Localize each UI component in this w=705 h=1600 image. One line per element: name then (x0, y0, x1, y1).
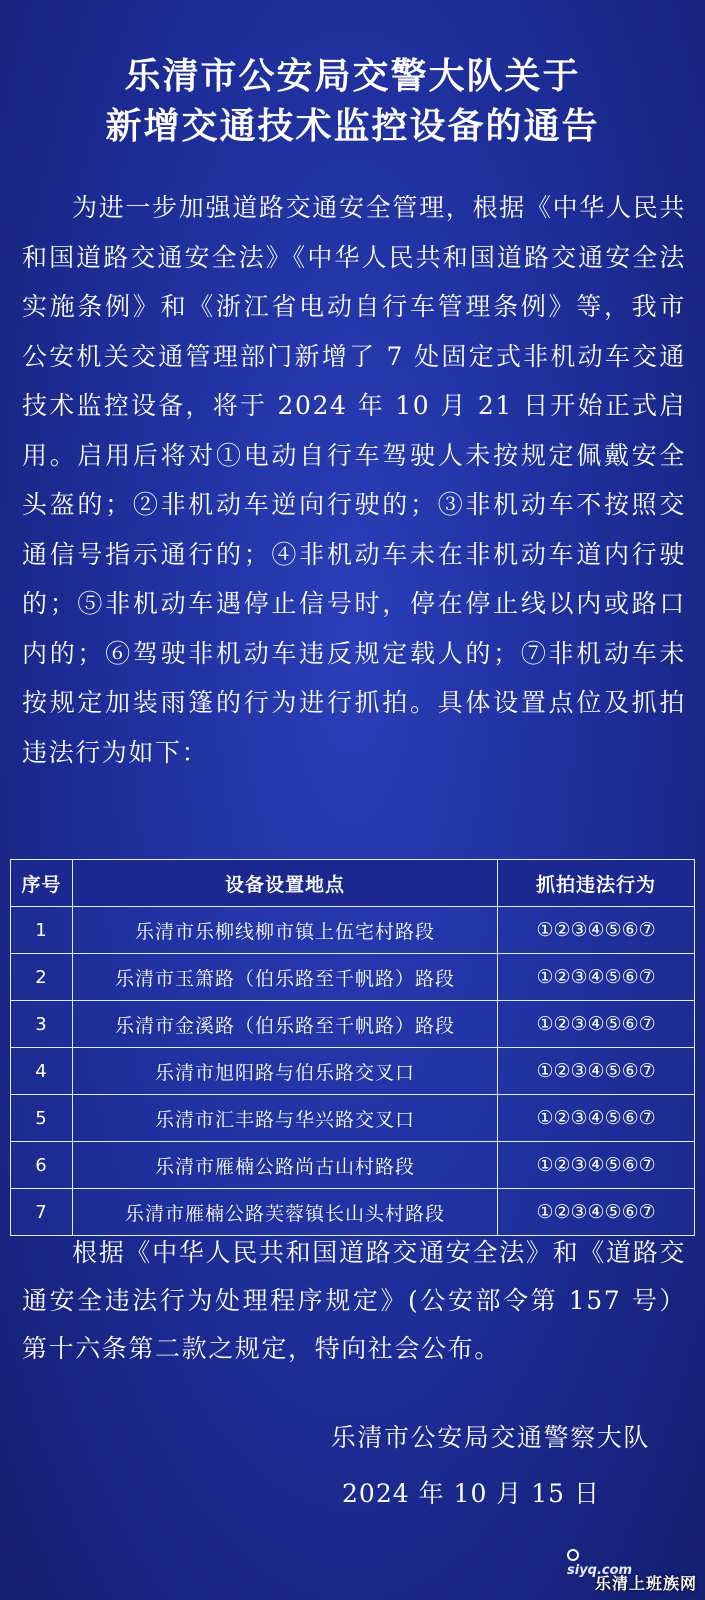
table-row (11, 954, 695, 1001)
title-line-1: 乐清市公安局交警大队关于 (124, 56, 581, 97)
row-no: 1 (11, 907, 73, 954)
row-location: 乐清市玉箫路（伯乐路至千帆路）路段 (72, 954, 497, 1001)
notice-body: 为进一步加强道路交通安全管理，根据《中华人民共和国道路交通安全法》《中华人民共和国道路交通安全法实施条例》和《浙江省电动自行车管理条例》等，我市公安机关交通管理部门新增了 7 处固定式非机动车交通技术监控设备，将于 2024 年 10 月 21 日开始正式启用。启用后将对①电动自行车驾驶人未按规定佩戴安全头盔的；②非机动车逆向行驶的；③非机动车不按照交通信号指示通行的；④非机动车未在非机动车道内行驶的；⑤非机动车遇停止信号时，停在停止线以内或路口内的；⑥驾驶非机动车违反规定载人的；⑦非机动车未按规定加装雨篷的行为进行抓拍。具体设置点位及抓拍违法行为如下： (22, 193, 686, 767)
table-row (11, 1048, 695, 1095)
table-header-row (11, 860, 695, 907)
sign-date: 2024 年 10 月 15 日 (342, 1479, 600, 1508)
device-table (10, 859, 695, 1236)
table-row (11, 907, 695, 954)
row-location: 乐清市雁楠公路尚古山村路段 (72, 1142, 497, 1189)
watermark-text: 乐清上班族网 (594, 1574, 697, 1593)
table-row (11, 1001, 695, 1048)
row-behaviors: ①②③④⑤⑥⑦ (498, 907, 695, 954)
row-behaviors: ①②③④⑤⑥⑦ (498, 1142, 695, 1189)
row-no: 6 (11, 1142, 73, 1189)
row-no: 7 (11, 1189, 73, 1236)
closing-paragraph: 根据《中华人民共和国道路交通安全法》和《道路交通安全违法行为处理程序规定》(公安部令第 157 号）第十六条第二款之规定，特向社会公布。 (22, 1238, 686, 1363)
table-row (11, 1095, 695, 1142)
row-no: 5 (11, 1095, 73, 1142)
row-location: 乐清市汇丰路与华兴路交叉口 (72, 1095, 497, 1142)
table-row (11, 1142, 695, 1189)
watermark-logo-text: siyq.com (567, 1563, 633, 1578)
header-behaviors: 抓拍违法行为 (498, 860, 695, 907)
signer: 乐清市公安局交通警察大队 (330, 1423, 650, 1452)
row-behaviors: ①②③④⑤⑥⑦ (498, 1189, 695, 1236)
row-location: 乐清市旭阳路与伯乐路交叉口 (72, 1048, 497, 1095)
row-behaviors: ①②③④⑤⑥⑦ (498, 1095, 695, 1142)
watermark (567, 1546, 697, 1596)
row-location: 乐清市雁楠公路芙蓉镇长山头村路段 (72, 1189, 497, 1236)
row-no: 4 (11, 1048, 73, 1095)
header-no: 序号 (11, 860, 73, 907)
row-behaviors: ①②③④⑤⑥⑦ (498, 1001, 695, 1048)
row-location: 乐清市金溪路（伯乐路至千帆路）路段 (72, 1001, 497, 1048)
row-location: 乐清市乐柳线柳市镇上伍宅村路段 (72, 907, 497, 954)
notice-title (0, 52, 705, 152)
title-line-2: 新增交通技术监控设备的通告 (105, 106, 600, 147)
row-behaviors: ①②③④⑤⑥⑦ (498, 1048, 695, 1095)
header-location: 设备设置地点 (72, 860, 497, 907)
row-behaviors: ①②③④⑤⑥⑦ (498, 954, 695, 1001)
row-no: 3 (11, 1001, 73, 1048)
watermark-logo-icon (567, 1549, 579, 1561)
row-no: 2 (11, 954, 73, 1001)
